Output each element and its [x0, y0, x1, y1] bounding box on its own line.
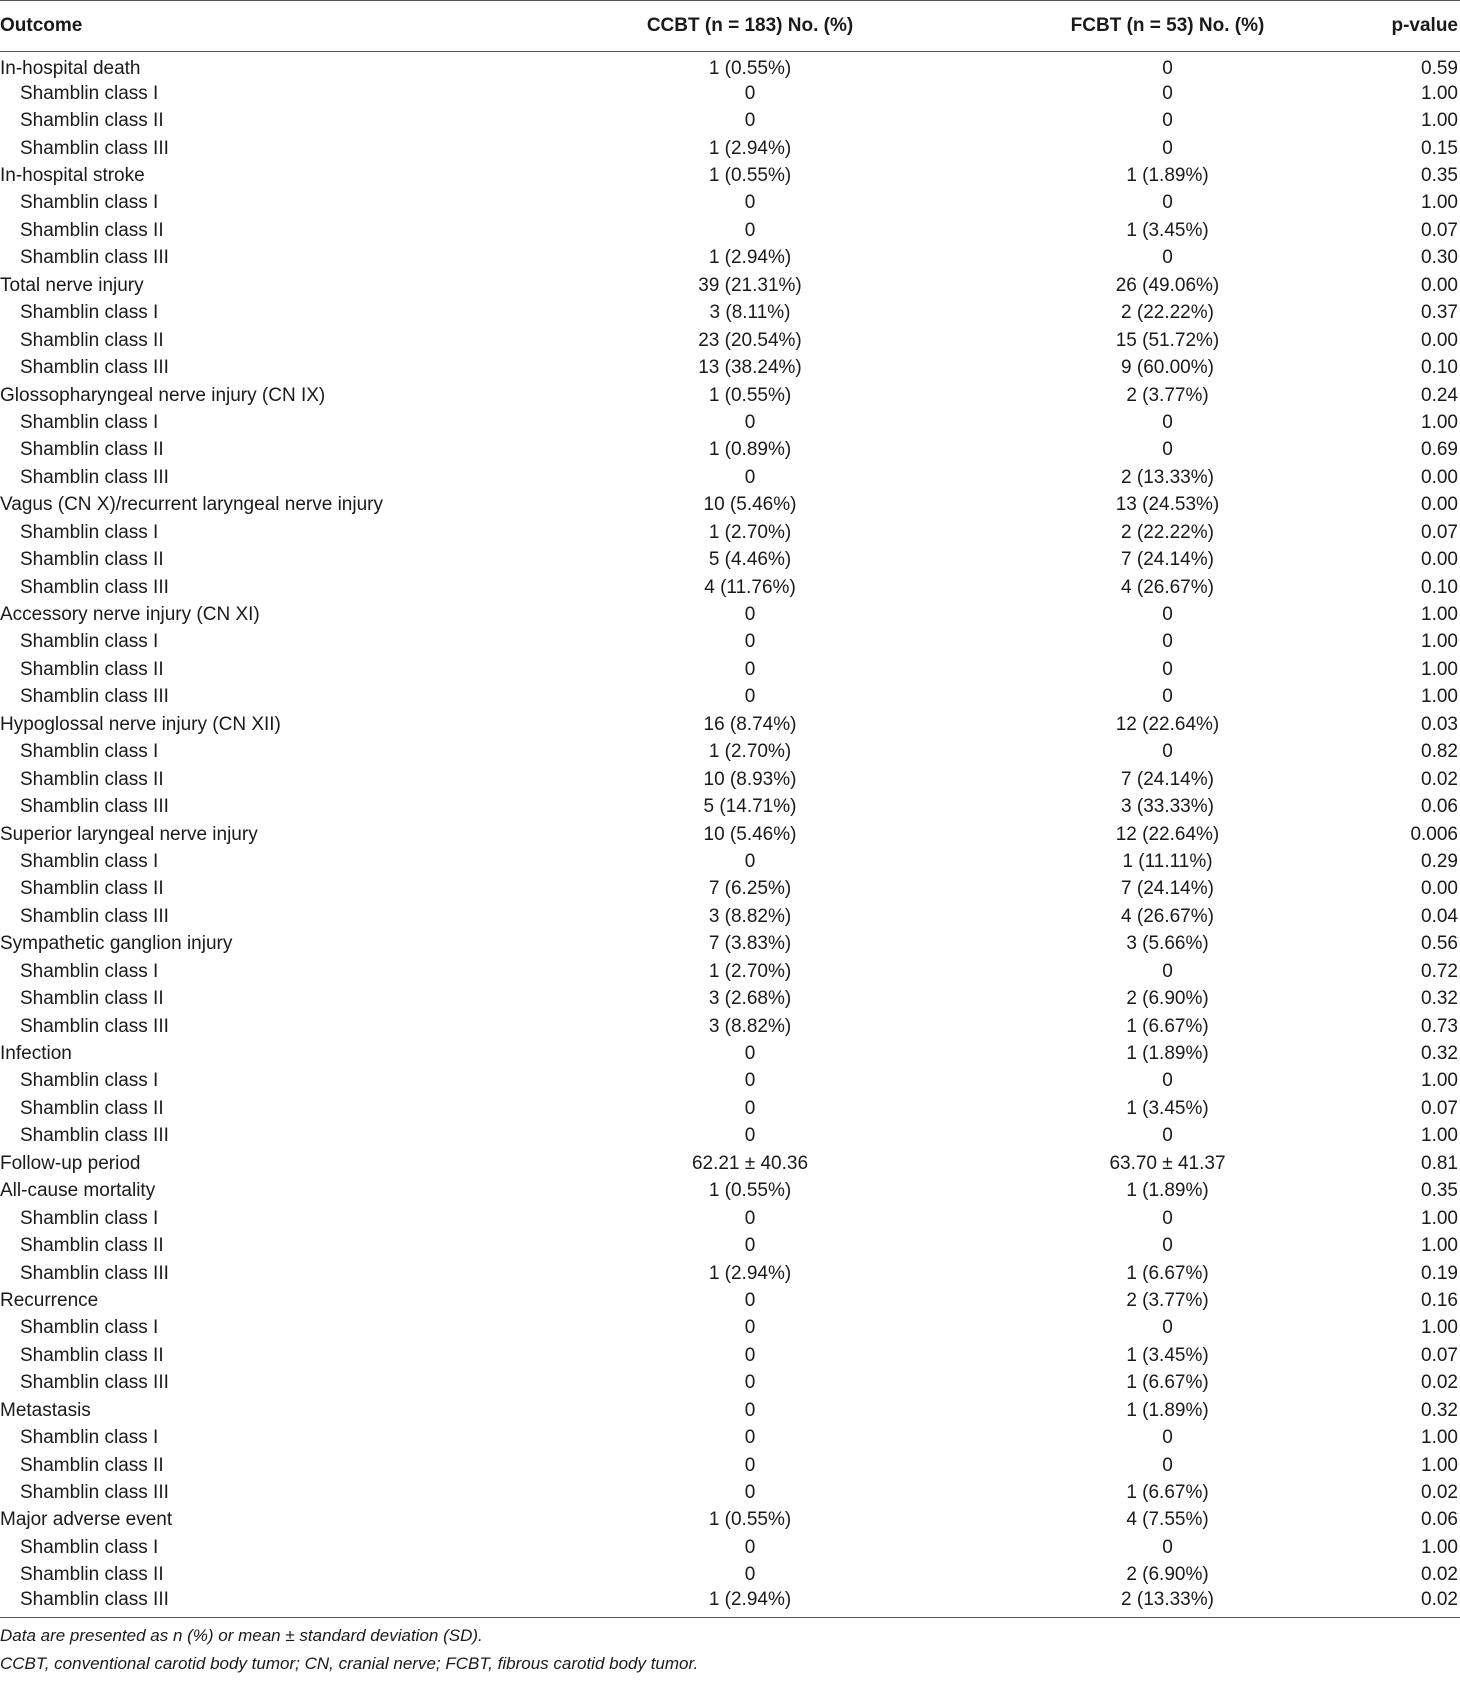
- fcbt-cell: 2 (3.77%): [1126, 1289, 1209, 1311]
- table-row: [0, 1452, 1460, 1479]
- fcbt-cell: 2 (6.90%): [1126, 988, 1209, 1010]
- outcome-cell: Shamblin class III: [20, 796, 169, 818]
- p-value-cell: 0.02: [1375, 1589, 1460, 1618]
- p-value-cell: 0.02: [1421, 768, 1458, 790]
- outcome-cell: Sympathetic ganglion injury: [0, 933, 233, 955]
- fcbt-cell: 2 (22.22%): [1121, 302, 1214, 324]
- table-row: [0, 409, 1460, 436]
- ccbt-cell: 0: [744, 110, 756, 132]
- outcome-cell: Superior laryngeal nerve injury: [0, 823, 258, 845]
- ccbt-cell: 0: [744, 658, 756, 680]
- fcbt-cell: 7 (24.14%): [1121, 878, 1214, 900]
- fcbt-cell: 63.70 ± 41.37: [1109, 1152, 1226, 1174]
- ccbt-cell: 1 (0.89%): [708, 439, 792, 461]
- p-value-cell: 0.07: [1421, 521, 1458, 543]
- fcbt-cell: 0: [1162, 1070, 1173, 1092]
- fcbt-cell: 0: [1162, 658, 1173, 680]
- ccbt-cell: 0: [744, 1344, 756, 1366]
- outcome-cell: Shamblin class III: [20, 466, 169, 488]
- table-row: [0, 1123, 1460, 1150]
- p-value-cell: 1.00: [1421, 1070, 1458, 1092]
- table-row: [0, 354, 1460, 381]
- fcbt-cell: 1 (1.89%): [1126, 1399, 1209, 1421]
- p-value-cell: 0.10: [1421, 357, 1458, 379]
- table-row: [0, 135, 1460, 162]
- p-value-cell: 0.02: [1421, 1482, 1458, 1504]
- outcome-cell: Shamblin class II: [20, 439, 164, 461]
- outcome-cell: Shamblin class III: [20, 357, 169, 379]
- outcome-cell: Shamblin class II: [20, 878, 164, 900]
- outcome-cell: Accessory nerve injury (CN XI): [0, 604, 260, 626]
- p-value-cell: 0.07: [1421, 219, 1458, 241]
- fcbt-cell: 26 (49.06%): [1115, 274, 1220, 296]
- p-value-cell: 1.00: [1421, 110, 1458, 132]
- header-row: [0, 1, 1460, 52]
- p-value-cell: 0.24: [1421, 384, 1458, 406]
- ccbt-cell: 23 (20.54%): [698, 329, 802, 351]
- fcbt-cell: 0: [1162, 1536, 1173, 1558]
- fcbt-cell: 13 (24.53%): [1115, 494, 1220, 516]
- outcome-cell: Shamblin class I: [20, 82, 159, 104]
- p-value-cell: 0.00: [1421, 878, 1458, 900]
- fcbt-cell: 2 (13.33%): [1121, 466, 1214, 488]
- outcome-cell: Shamblin class III: [20, 247, 169, 269]
- fcbt-cell: 0: [1162, 439, 1173, 461]
- outcome-cell: Vagus (CN X)/recurrent laryngeal nerve injury: [0, 494, 383, 516]
- outcome-cell: Shamblin class I: [20, 521, 159, 543]
- header-outcome: Outcome: [0, 1, 540, 52]
- table-row: [0, 1397, 1460, 1424]
- p-value-cell: 0.82: [1421, 741, 1458, 763]
- p-value-cell: 0.00: [1421, 329, 1458, 351]
- ccbt-cell: 0: [744, 219, 756, 241]
- table-row: [0, 300, 1460, 327]
- table-row: [0, 190, 1460, 217]
- ccbt-cell: 1 (2.94%): [708, 137, 792, 159]
- outcome-cell: Shamblin class II: [20, 549, 164, 571]
- ccbt-cell: 10 (8.93%): [703, 768, 797, 790]
- outcome-cell: Shamblin class I: [20, 192, 159, 214]
- fcbt-cell: 4 (26.67%): [1121, 576, 1214, 598]
- p-value-cell: 1.00: [1421, 1207, 1458, 1229]
- outcome-cell: Shamblin class I: [20, 1070, 159, 1092]
- table-row: [0, 1507, 1460, 1534]
- outcome-cell: Shamblin class II: [20, 110, 164, 132]
- p-value-cell: 0.00: [1421, 549, 1458, 571]
- table-row: [0, 848, 1460, 875]
- ccbt-cell: 4 (11.76%): [704, 576, 796, 598]
- ccbt-cell: 1 (2.94%): [708, 1262, 792, 1284]
- fcbt-cell: 0: [1162, 411, 1173, 433]
- p-value-cell: 0.35: [1421, 1180, 1458, 1202]
- ccbt-cell: 0: [744, 1289, 756, 1311]
- p-value-cell: 0.10: [1421, 576, 1458, 598]
- fcbt-cell: 12 (22.64%): [1115, 823, 1220, 845]
- p-value-cell: 0.69: [1421, 439, 1458, 461]
- outcome-cell: Shamblin class I: [20, 1427, 159, 1449]
- table-row: [0, 601, 1460, 628]
- ccbt-cell: 10 (5.46%): [703, 494, 797, 516]
- fcbt-cell: 2 (3.77%): [1126, 384, 1209, 406]
- p-value-cell: 1.00: [1421, 1317, 1458, 1339]
- fcbt-cell: 0: [1162, 110, 1173, 132]
- fcbt-cell: 0: [1162, 1235, 1173, 1257]
- p-value-cell: 0.06: [1421, 1509, 1458, 1531]
- fcbt-cell: 0: [1162, 1317, 1173, 1339]
- p-value-cell: 0.30: [1421, 247, 1458, 269]
- outcome-cell: Shamblin class III: [20, 1482, 169, 1504]
- table-row: [0, 1589, 1460, 1618]
- table-row: [0, 1040, 1460, 1067]
- outcome-cell: Shamblin class II: [20, 988, 164, 1010]
- p-value-cell: 0.06: [1421, 796, 1458, 818]
- ccbt-cell: 1 (0.55%): [708, 165, 792, 187]
- table-row: [0, 1342, 1460, 1369]
- ccbt-cell: 13 (38.24%): [698, 357, 802, 379]
- outcome-cell: Glossopharyngeal nerve injury (CN IX): [0, 384, 326, 406]
- header-ccbt: CCBT (n = 183) No. (%): [540, 1, 960, 52]
- table-body: [0, 52, 1460, 1618]
- outcome-cell: Shamblin class III: [20, 905, 169, 927]
- table-row: [0, 1479, 1460, 1506]
- p-value-cell: 0.19: [1421, 1262, 1458, 1284]
- p-value-cell: 0.04: [1421, 905, 1458, 927]
- fcbt-cell: 4 (7.55%): [1126, 1509, 1209, 1531]
- table-row: [0, 821, 1460, 848]
- outcome-cell: Metastasis: [0, 1399, 91, 1421]
- fcbt-cell: 1 (3.45%): [1126, 219, 1209, 241]
- fcbt-cell: 0: [1162, 686, 1173, 708]
- outcome-cell: All-cause mortality: [0, 1180, 156, 1202]
- p-value-cell: 0.006: [1410, 823, 1458, 845]
- table-row: [0, 1150, 1460, 1177]
- fcbt-cell: 1 (6.67%): [1126, 1262, 1209, 1284]
- outcome-cell: Shamblin class III: [20, 576, 169, 598]
- outcome-cell: Shamblin class II: [20, 768, 164, 790]
- ccbt-cell: 1 (2.94%): [708, 247, 792, 269]
- outcome-cell: Shamblin class III: [20, 137, 169, 159]
- p-value-cell: 0.07: [1421, 1097, 1458, 1119]
- outcome-cell: Shamblin class I: [20, 960, 159, 982]
- fcbt-cell: 1 (3.45%): [1126, 1097, 1209, 1119]
- ccbt-cell: 0: [744, 1399, 756, 1421]
- fcbt-cell: 0: [1162, 137, 1173, 159]
- table-row: [0, 1424, 1460, 1451]
- p-value-cell: 1.00: [1421, 631, 1458, 653]
- ccbt-cell: 1 (2.70%): [708, 960, 792, 982]
- ccbt-cell: 0: [744, 1235, 756, 1257]
- table-row: [0, 1178, 1460, 1205]
- table-row: [0, 1534, 1460, 1561]
- fcbt-cell: 12 (22.64%): [1115, 713, 1220, 735]
- p-value-cell: 0.35: [1421, 165, 1458, 187]
- table-row: [0, 245, 1460, 272]
- p-value-cell: 1.00: [1421, 1125, 1458, 1147]
- table-row: [0, 656, 1460, 683]
- p-value-cell: 0.00: [1421, 466, 1458, 488]
- ccbt-cell: 0: [744, 411, 756, 433]
- p-value-cell: 1.00: [1421, 604, 1458, 626]
- table-row: [0, 739, 1460, 766]
- table-row: [0, 931, 1460, 958]
- p-value-cell: 0.59: [1421, 58, 1458, 79]
- table-row: [0, 1562, 1460, 1589]
- table-row: [0, 107, 1460, 134]
- fcbt-cell: 0: [1162, 631, 1173, 653]
- outcome-cell: Shamblin class III: [20, 1125, 169, 1147]
- p-value-cell: 0.15: [1421, 137, 1458, 159]
- ccbt-cell: 1 (2.70%): [708, 521, 792, 543]
- ccbt-cell: 0: [744, 1372, 756, 1394]
- outcome-cell: Major adverse event: [0, 1509, 173, 1531]
- fcbt-cell: 1 (6.67%): [1126, 1015, 1209, 1037]
- outcome-cell: Shamblin class I: [20, 631, 159, 653]
- outcome-cell: Shamblin class I: [20, 1536, 159, 1558]
- p-value-cell: 0.02: [1421, 1372, 1458, 1394]
- ccbt-cell: 3 (8.82%): [708, 1015, 792, 1037]
- outcome-cell: Shamblin class III: [20, 1372, 169, 1394]
- ccbt-cell: 62.21 ± 40.36: [691, 1152, 809, 1174]
- table-row: [0, 1205, 1460, 1232]
- ccbt-cell: 3 (8.82%): [708, 905, 792, 927]
- ccbt-cell: 0: [744, 1482, 756, 1504]
- ccbt-cell: 10 (5.46%): [703, 823, 797, 845]
- p-value-cell: 0.07: [1421, 1344, 1458, 1366]
- outcome-cell: Infection: [0, 1043, 72, 1065]
- outcome-cell: Shamblin class I: [20, 302, 159, 324]
- ccbt-cell: 0: [744, 1207, 756, 1229]
- outcome-cell: Total nerve injury: [0, 274, 144, 296]
- fcbt-cell: 0: [1162, 82, 1173, 104]
- fcbt-cell: 2 (13.33%): [960, 1589, 1375, 1618]
- header-fcbt: FCBT (n = 53) No. (%): [960, 1, 1375, 52]
- fcbt-cell: 0: [1162, 1454, 1173, 1476]
- fcbt-cell: 0: [1162, 247, 1173, 269]
- ccbt-cell: 0: [744, 850, 756, 872]
- p-value-cell: 0.02: [1421, 1564, 1458, 1586]
- table-row: [0, 1068, 1460, 1095]
- fcbt-cell: 4 (26.67%): [1121, 905, 1214, 927]
- p-value-cell: 0.72: [1421, 960, 1458, 982]
- table-footnotes: [0, 1622, 1460, 1678]
- table-row: [0, 327, 1460, 354]
- p-value-cell: 0.00: [1421, 274, 1458, 296]
- ccbt-cell: 0: [744, 82, 756, 104]
- ccbt-cell: 7 (3.83%): [708, 933, 792, 955]
- ccbt-cell: 3 (2.68%): [708, 988, 792, 1010]
- fcbt-cell: 1 (1.89%): [1126, 1180, 1209, 1202]
- p-value-cell: 0.81: [1421, 1152, 1458, 1174]
- ccbt-cell: 0: [744, 466, 756, 488]
- table-row: [0, 492, 1460, 519]
- ccbt-cell: 16 (8.74%): [703, 713, 797, 735]
- fcbt-cell: 2 (6.90%): [1126, 1564, 1209, 1586]
- p-value-cell: 1.00: [1421, 411, 1458, 433]
- outcome-cell: Shamblin class I: [20, 411, 159, 433]
- ccbt-cell: 0: [744, 1564, 756, 1586]
- table-row: [0, 766, 1460, 793]
- table-row: [0, 272, 1460, 299]
- p-value-cell: 1.00: [1421, 1427, 1458, 1449]
- table-row: [0, 519, 1460, 546]
- p-value-cell: 1.00: [1421, 1536, 1458, 1558]
- fcbt-cell: 1 (1.89%): [1126, 165, 1209, 187]
- table-row: [0, 546, 1460, 573]
- footnote-data-presentation: Data are presented as n (%) or mean ± standard deviation (SD).: [0, 1626, 483, 1646]
- p-value-cell: 0.29: [1421, 850, 1458, 872]
- table-row: [0, 464, 1460, 491]
- fcbt-cell: 1 (11.11%): [1122, 850, 1213, 872]
- p-value-cell: 0.32: [1421, 988, 1458, 1010]
- fcbt-cell: 7 (24.14%): [1121, 768, 1214, 790]
- table-row: [0, 876, 1460, 903]
- ccbt-cell: 1 (2.70%): [708, 741, 792, 763]
- ccbt-cell: 0: [744, 1125, 756, 1147]
- p-value-cell: 0.37: [1421, 302, 1458, 324]
- outcome-cell: Shamblin class III: [20, 686, 169, 708]
- table-row: [0, 437, 1460, 464]
- fcbt-cell: 0: [1162, 604, 1173, 626]
- outcome-cell: Shamblin class II: [20, 329, 164, 351]
- table-row: [0, 903, 1460, 930]
- ccbt-cell: 0: [744, 1070, 756, 1092]
- outcome-cell: In-hospital death: [0, 58, 141, 79]
- ccbt-cell: 0: [744, 1317, 756, 1339]
- ccbt-cell: 0: [744, 1043, 756, 1065]
- fcbt-cell: 0: [1162, 1207, 1173, 1229]
- outcome-cell: Shamblin class II: [20, 1235, 164, 1257]
- outcome-cell: In-hospital stroke: [0, 165, 145, 187]
- outcome-cell: Shamblin class II: [20, 1454, 164, 1476]
- ccbt-cell: 0: [744, 604, 756, 626]
- fcbt-cell: 2 (22.22%): [1121, 521, 1214, 543]
- outcome-cell: Shamblin class I: [20, 1207, 159, 1229]
- p-value-cell: 0.56: [1421, 933, 1458, 955]
- ccbt-cell: 1 (0.55%): [708, 384, 792, 406]
- ccbt-cell: 3 (8.11%): [709, 302, 791, 324]
- table-row: [0, 162, 1460, 189]
- fcbt-cell: 9 (60.00%): [1121, 357, 1214, 379]
- p-value-cell: 1.00: [1421, 82, 1458, 104]
- p-value-cell: 1.00: [1421, 1454, 1458, 1476]
- ccbt-cell: 1 (0.55%): [708, 1180, 792, 1202]
- fcbt-cell: 0: [1162, 192, 1173, 214]
- outcome-cell: Shamblin class II: [20, 219, 164, 241]
- fcbt-cell: 0: [1162, 1427, 1173, 1449]
- outcome-cell: Shamblin class II: [20, 1564, 164, 1586]
- ccbt-cell: 1 (0.55%): [708, 1509, 792, 1531]
- table-header: [0, 1, 1460, 52]
- table-row: [0, 985, 1460, 1012]
- ccbt-cell: 0: [744, 1427, 756, 1449]
- outcome-cell: Recurrence: [0, 1289, 99, 1311]
- fcbt-cell: 3 (5.66%): [1126, 933, 1209, 955]
- p-value-cell: 0.32: [1421, 1399, 1458, 1421]
- fcbt-cell: 0: [1162, 960, 1173, 982]
- outcome-cell: Shamblin class II: [20, 658, 164, 680]
- ccbt-cell: 5 (4.46%): [708, 549, 792, 571]
- fcbt-cell: 1 (3.45%): [1126, 1344, 1209, 1366]
- outcome-cell: Shamblin class II: [20, 1344, 164, 1366]
- outcome-cell: Shamblin class III: [0, 1589, 540, 1618]
- outcome-cell: Follow-up period: [0, 1152, 141, 1174]
- fcbt-cell: 1 (6.67%): [1126, 1372, 1209, 1394]
- fcbt-cell: 0: [1162, 741, 1173, 763]
- table-row: [0, 574, 1460, 601]
- ccbt-cell: 39 (21.31%): [698, 274, 802, 296]
- p-value-cell: 0.03: [1421, 713, 1458, 735]
- table-row: [0, 217, 1460, 244]
- outcome-cell: Shamblin class III: [20, 1262, 169, 1284]
- ccbt-cell: 1 (2.94%): [540, 1589, 960, 1618]
- ccbt-cell: 0: [744, 1536, 756, 1558]
- outcome-cell: Shamblin class I: [20, 850, 159, 872]
- outcome-cell: Shamblin class III: [20, 1015, 169, 1037]
- fcbt-cell: 15 (51.72%): [1115, 329, 1220, 351]
- ccbt-cell: 0: [744, 1454, 756, 1476]
- table-row: [0, 52, 1460, 81]
- table-row: [0, 80, 1460, 107]
- p-value-cell: 1.00: [1421, 686, 1458, 708]
- table-row: [0, 711, 1460, 738]
- p-value-cell: 0.73: [1421, 1015, 1458, 1037]
- table-row: [0, 1370, 1460, 1397]
- fcbt-cell: 1 (6.67%): [1126, 1482, 1209, 1504]
- ccbt-cell: 0: [744, 192, 756, 214]
- p-value-cell: 0.32: [1421, 1043, 1458, 1065]
- p-value-cell: 1.00: [1421, 1235, 1458, 1257]
- table-row: [0, 382, 1460, 409]
- outcome-cell: Shamblin class I: [20, 741, 159, 763]
- fcbt-cell: 7 (24.14%): [1121, 549, 1214, 571]
- outcome-cell: Shamblin class II: [20, 1097, 164, 1119]
- ccbt-cell: 0: [744, 686, 756, 708]
- outcome-cell: Hypoglossal nerve injury (CN XII): [0, 713, 281, 735]
- ccbt-cell: 0: [744, 1097, 756, 1119]
- ccbt-cell: 7 (6.25%): [708, 878, 792, 900]
- table-row: [0, 1013, 1460, 1040]
- table-row: [0, 1315, 1460, 1342]
- table-row: [0, 958, 1460, 985]
- footnote-abbreviations: CCBT, conventional carotid body tumor; CN, cranial nerve; FCBT, fibrous carotid body tumor.: [0, 1654, 699, 1674]
- outcome-cell: Shamblin class I: [20, 1317, 159, 1339]
- ccbt-cell: 5 (14.71%): [703, 796, 797, 818]
- table-row: [0, 684, 1460, 711]
- fcbt-cell: 3 (33.33%): [1121, 796, 1214, 818]
- p-value-cell: 1.00: [1421, 658, 1458, 680]
- fcbt-cell: 0: [1162, 1125, 1173, 1147]
- p-value-cell: 1.00: [1421, 192, 1458, 214]
- fcbt-cell: 0: [1162, 58, 1173, 79]
- fcbt-cell: 1 (1.89%): [1126, 1043, 1209, 1065]
- table-row: [0, 793, 1460, 820]
- table-row: [0, 1287, 1460, 1314]
- header-p-value: p-value: [1375, 1, 1460, 52]
- p-value-cell: 0.00: [1421, 494, 1458, 516]
- table-row: [0, 1260, 1460, 1287]
- table-row: [0, 1232, 1460, 1259]
- table-row: [0, 1095, 1460, 1122]
- p-value-cell: 0.16: [1421, 1289, 1458, 1311]
- ccbt-cell: 1 (0.55%): [708, 58, 792, 79]
- ccbt-cell: 0: [744, 631, 756, 653]
- table-row: [0, 629, 1460, 656]
